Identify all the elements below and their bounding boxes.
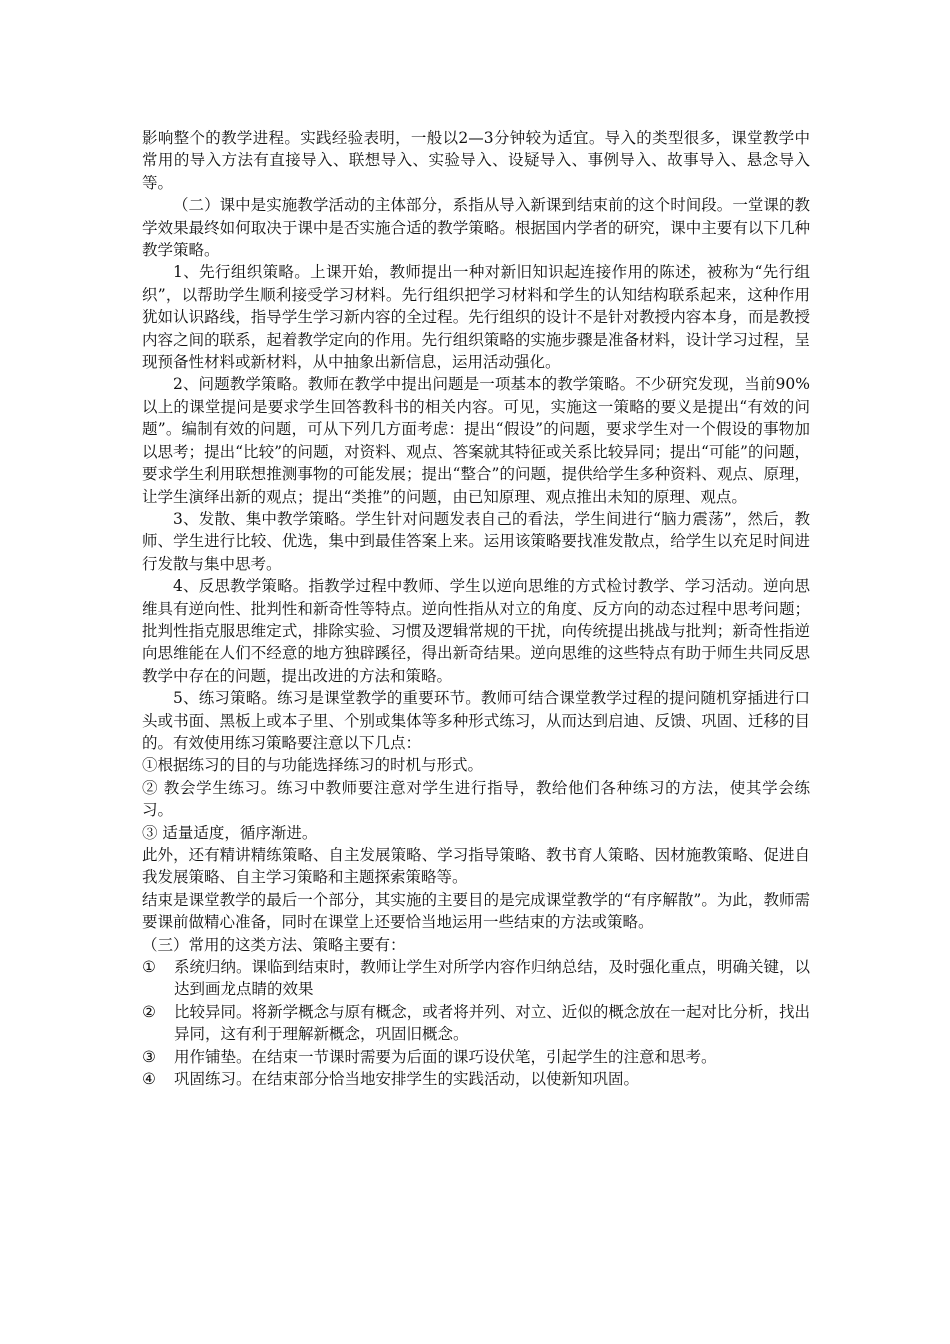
list-item: [142, 1001, 810, 1046]
paragraph-strategy-5: 5、练习策略。练习是课堂教学的重要环节。教师可结合课堂教学过程的提问随机穿插进行口头或书面、黑板上或本子里、个别或集体等多种形式练习，从而达到启迪、反馈、巩固、迁移的目的。有效使用练习策略要注意以下几点：: [142, 689, 810, 752]
paragraph-strategy-3: 3、发散、集中教学策略。学生针对问题发表自己的看法，学生间进行“脑力震荡”，然后，教师、学生进行比较、优选，集中到最佳答案上来。运用该策略要找准发散点，给学生以充足时间进行发散与集中思考。: [142, 509, 810, 573]
paragraph-section-two: （二）课中是实施教学活动的主体部分，系指从导入新课到结束前的这个时间段。一堂课的教学效果最终如何取决于课中是否实施合适的教学策略。根据国内学者的研究，课中主要有以下几种教学策略。: [142, 196, 810, 260]
practice-point-2: ② 教会学生练习。练习中教师要注意对学生进行指导，教给他们各种练习的方法，使其学会练习。: [142, 778, 810, 820]
paragraph-strategy-2: 2、问题教学策略。教师在教学中提出问题是一项基本的教学策略。不少研究发现，当前90%以上的课堂提问是要求学生回答教科书的相关内容。可见，实施这一策略的要义是提出“有效的问题”。编制有效的问题，可从下列几方面考虑：提出“假设”的问题，要求学生对一个假设的事物加以思考；提出“比较”的问题，对资料、观点、答案就其特征或关系比较异同；提出“可能”的问题，要求学生利用联想推测事物的可能发展；提出“整合”的问题，提供给学生多种资料、观点、原理，让学生演绎出新的观点；提出“类推”的问题，由已知原理、观点推出未知的原理、观点。: [142, 375, 810, 506]
list-item-text: 比较异同。将新学概念与原有概念，或者将并列、对立、近似的概念放在一起对比分析，找出异同，这有利于理解新概念，巩固旧概念。: [174, 1002, 810, 1044]
section-three-heading: （三）常用的这类方法、策略主要有：: [142, 935, 406, 954]
list-item-text: 用作铺垫。在结束一节课时需要为后面的课巧设伏笔，引起学生的注意和思考。: [174, 1047, 717, 1066]
list-item-number: ①: [142, 958, 156, 977]
list-item: [142, 956, 810, 1001]
paragraph-strategy-4: 4、反思教学策略。指教学过程中教师、学生以逆向思维的方式检讨教学、学习活动。逆向思维具有逆向性、批判性和新奇性等特点。逆向性指从对立的角度、反方向的动态过程中思考问题；批判性指克服思维定式，排除实验、习惯及逻辑常规的干扰，向传统提出挑战与批判；新奇性指逆向思维能在人们不经意的地方独辟蹊径，得出新奇结果。逆向思维的这些特点有助于师生共同反思教学中存在的问题，提出改进的方法和策略。: [142, 577, 810, 685]
list-item: [142, 1046, 810, 1068]
list-item-text: 巩固练习。在结束部分恰当地安排学生的实践活动，以使新知巩固。: [174, 1070, 640, 1089]
paragraph-strategy-1: 1、先行组织策略。上课开始，教师提出一种对新旧知识起连接作用的陈述，被称为“先行组织”，以帮助学生顺利接受学习材料。先行组织把学习材料和学生的认知结构联系起来，这种作用犹如认识路线，指导学生学习新内容的全过程。先行组织的设计不是针对教授内容本身，而是教授内容之间的联系，起着教学定向的作用。先行组织策略的实施步骤是准备材料，设计学习过程，呈现预备性材料或新材料，从中抽象出新信息，运用活动强化。: [142, 263, 810, 372]
list-item-number: ④: [142, 1070, 156, 1089]
paragraph-ending: 结束是课堂教学的最后一个部分，其实施的主要目的是完成课堂教学的“有序解散”。为此，教师需要课前做精心准备，同时在课堂上还要恰当地运用一些结束的方法或策略。: [142, 890, 810, 932]
list-item-text: 系统归纳。课临到结束时，教师让学生对所学内容作归纳总结，及时强化重点，明确关键，以达到画龙点睛的效果: [174, 958, 810, 999]
paragraph-intro-types: 影响整个的教学进程。实践经验表明，一般以2—3分钟较为适宜。导入的类型很多，课堂教学中常用的导入方法有直接导入、联想导入、实验导入、设疑导入、事例导入、故事导入、悬念导入等。: [142, 129, 810, 192]
practice-point-1: ①根据练习的目的与功能选择练习的时机与形式。: [142, 756, 484, 775]
document-page: [142, 127, 810, 1090]
list-item-number: ③: [142, 1047, 156, 1066]
practice-point-3: ③ 适量适度，循序渐进。: [142, 823, 318, 842]
paragraph-other-strategies: 此外，还有精讲精练策略、自主发展策略、学习指导策略、教书育人策略、因材施教策略、促进自我发展策略、自主学习策略和主题探索策略等。: [142, 846, 810, 887]
list-item: [142, 1068, 810, 1090]
list-item-number: ②: [142, 1002, 156, 1021]
